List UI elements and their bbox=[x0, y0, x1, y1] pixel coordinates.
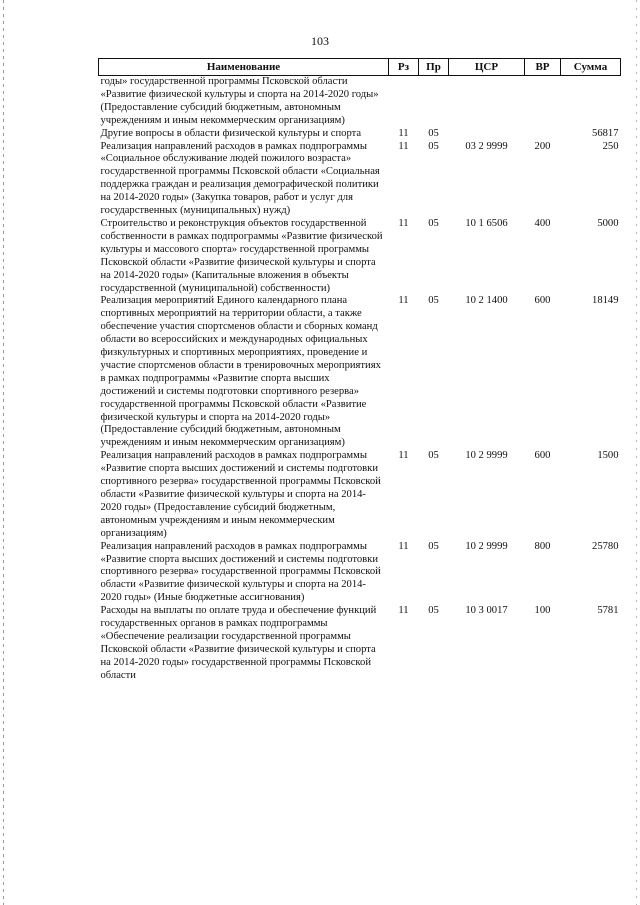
row-vr: 400 bbox=[534, 217, 551, 229]
row-csr bbox=[449, 128, 525, 141]
table-row bbox=[99, 450, 621, 540]
row-name: Реализация мероприятий Единого календарного плана спортивных мероприятий на территории области, а также обеспечение участия спортсменов области и сборных команд области во всероссийских и международных официальных физкультурных и спортивных мероприятиях, проведение и участие спортсменов области в тренировочных мероприятиях в рамках подпрограммы «Развитие спорта высших достижений и системы подготовки спортивного резерва» государственной программы Псковской области «Развитие физической культуры и спорта на 2014-2020 годы» (Предоставление субсидий бюджетным, автономным учреждениям и иным некоммерческим организациям) bbox=[100, 295, 381, 449]
header-csr: ЦСР bbox=[449, 59, 525, 76]
row-rz: 11 bbox=[398, 140, 409, 152]
row-rz: 11 bbox=[398, 217, 409, 229]
table-header-row bbox=[99, 59, 621, 76]
row-vr: 600 bbox=[534, 295, 551, 307]
row-vr: 200 bbox=[534, 140, 551, 152]
row-vr bbox=[525, 128, 561, 141]
row-name: Реализация направлений расходов в рамках подпрограммы «Развитие спорта высших достижений и системы подготовки спортивного резерва» государственной программы Псковской области «Развитие физической культуры и спорта на 2014-2020 годы» (Иные бюджетные ассигнования) bbox=[100, 540, 381, 604]
row-sum: 25780 bbox=[592, 540, 619, 552]
table-row bbox=[99, 605, 621, 682]
row-name: Другие вопросы в области физической культуры и спорта bbox=[100, 127, 362, 139]
row-rz bbox=[389, 76, 419, 128]
row-name: Строительство и реконструкция объектов государственной собственности в рамках подпрограммы «Развитие физической культуры и массового спорта» государственной программы Псковской области «Развитие физической культуры и спорта на 2014-2020 годы» (Капитальные вложения в объекты государственной (муниципальной) собственности) bbox=[100, 217, 383, 294]
row-name: годы» государственной программы Псковской области «Развитие физической культуры и спорта на 2014-2020 годы» (Предоставление субсидий бюджетным, автономным учреждениям и иным некоммерческим организациям) bbox=[100, 76, 379, 126]
row-csr: 10 3 0017 bbox=[465, 605, 508, 617]
row-pr: 05 bbox=[428, 540, 439, 552]
table-row bbox=[99, 141, 621, 218]
row-csr bbox=[449, 76, 525, 128]
page-number: 103 bbox=[311, 34, 329, 48]
row-pr: 05 bbox=[428, 127, 439, 139]
row-name: Расходы на выплаты по оплате труда и обеспечение функций государственных органов в рамках подпрограммы «Обеспечение реализации государственной программы Псковской области «Развитие физической культуры и спорта на 2014-2020 годы» государственной программы Псковской области bbox=[100, 605, 377, 681]
scan-edge-left bbox=[3, 0, 4, 905]
row-vr bbox=[525, 76, 561, 128]
row-sum bbox=[561, 76, 621, 128]
row-pr bbox=[419, 76, 449, 128]
row-csr: 10 2 9999 bbox=[465, 540, 508, 552]
row-rz: 11 bbox=[398, 127, 409, 139]
row-pr: 05 bbox=[428, 605, 439, 617]
row-rz: 11 bbox=[398, 295, 409, 307]
row-sum: 5781 bbox=[597, 605, 619, 617]
table-row bbox=[99, 295, 621, 450]
scan-edge-right bbox=[636, 0, 637, 905]
row-pr: 05 bbox=[428, 295, 439, 307]
table-row bbox=[99, 76, 621, 128]
row-csr: 10 1 6506 bbox=[465, 217, 508, 229]
row-sum: 250 bbox=[602, 140, 619, 152]
row-rz: 11 bbox=[398, 450, 409, 462]
row-csr: 03 2 9999 bbox=[465, 140, 508, 152]
header-vr: ВР bbox=[525, 59, 561, 76]
row-sum: 56817 bbox=[592, 127, 619, 139]
table-row bbox=[99, 128, 621, 141]
budget-table bbox=[98, 58, 621, 683]
row-rz: 11 bbox=[398, 605, 409, 617]
header-sum: Сумма bbox=[561, 59, 621, 76]
header-rz: Рз bbox=[389, 59, 419, 76]
row-sum: 5000 bbox=[597, 217, 619, 229]
row-pr: 05 bbox=[428, 217, 439, 229]
row-vr: 600 bbox=[534, 450, 551, 462]
row-name: Реализация направлений расходов в рамках подпрограммы «Развитие спорта высших достижений и системы подготовки спортивного резерва» государственной программы Псковской области «Развитие физической культуры и спорта на 2014-2020 годы» (Предоставление субсидий бюджетным, автономным учреждениям и иным некоммерческим организациям) bbox=[100, 450, 381, 539]
row-rz: 11 bbox=[398, 540, 409, 552]
header-pr: Пр bbox=[419, 59, 449, 76]
row-csr: 10 2 1400 bbox=[465, 295, 508, 307]
table-row bbox=[99, 541, 621, 606]
row-csr: 10 2 9999 bbox=[465, 450, 508, 462]
row-vr: 100 bbox=[534, 605, 551, 617]
header-name: Наименование bbox=[99, 59, 389, 76]
row-sum: 1500 bbox=[597, 450, 619, 462]
row-pr: 05 bbox=[428, 450, 439, 462]
row-name: Реализация направлений расходов в рамках подпрограммы «Социальное обслуживание людей пожилого возраста» государственной программы Псковской области «Социальная поддержка граждан и реализация демографической политики на 2014-2020 годы» (Закупка товаров, работ и услуг для государственных (муниципальных) нужд) bbox=[100, 140, 380, 217]
row-vr: 800 bbox=[534, 540, 551, 552]
row-pr: 05 bbox=[428, 140, 439, 152]
table-row bbox=[99, 218, 621, 295]
row-sum: 18149 bbox=[592, 295, 619, 307]
